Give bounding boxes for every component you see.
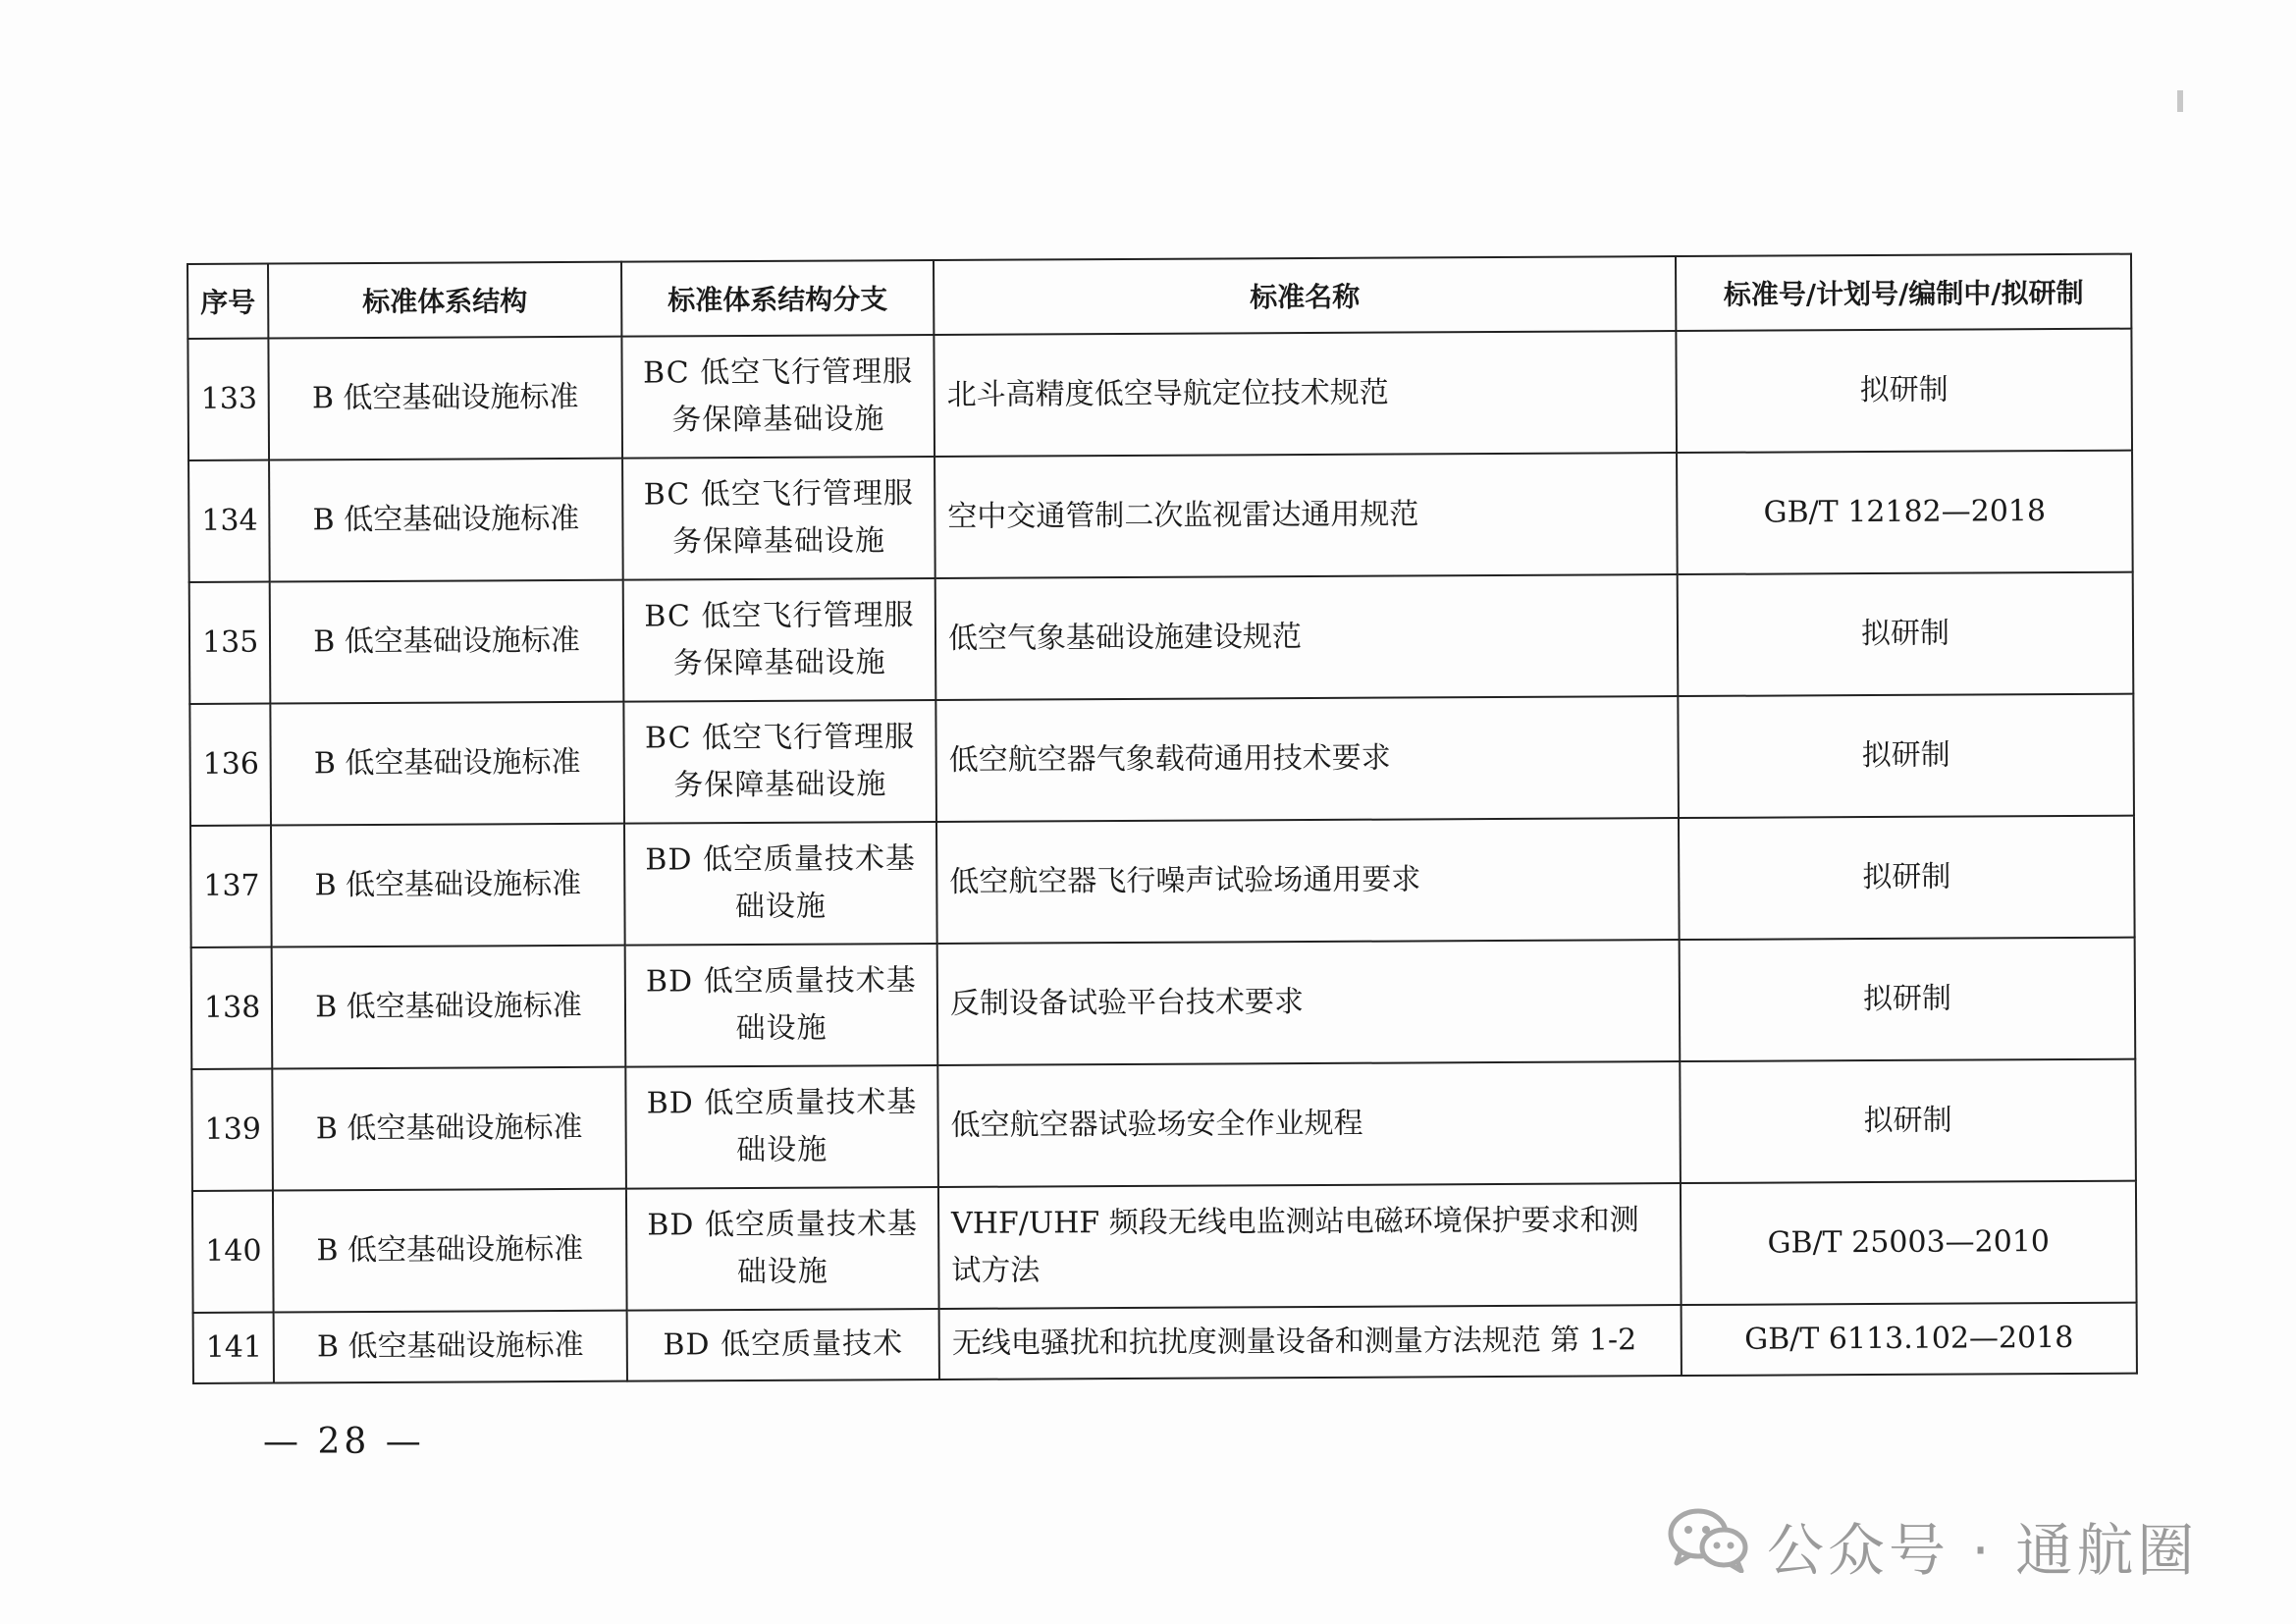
table-row [193, 1303, 2137, 1383]
table-row [191, 938, 2136, 1069]
row-code: 拟研制 [1680, 938, 2136, 1061]
row-struct: B 低空基础设施标准 [273, 1189, 627, 1313]
row-struct: B 低空基础设施标准 [270, 702, 624, 826]
row-branch: BC 低空飞行管理服务保障基础设施 [623, 700, 936, 824]
row-code: 拟研制 [1679, 816, 2135, 940]
header-num: 序号 [187, 264, 268, 339]
row-struct: B 低空基础设施标准 [269, 459, 623, 582]
scan-mark [2177, 90, 2183, 112]
header-branch: 标准体系结构分支 [621, 260, 934, 337]
header-name: 标准名称 [934, 256, 1676, 335]
row-struct: B 低空基础设施标准 [274, 1311, 627, 1383]
row-branch: BD 低空质量技术基础设施 [626, 1187, 939, 1311]
row-struct: B 低空基础设施标准 [272, 1067, 626, 1191]
row-name: VHF/UHF 频段无线电监测站电磁环境保护要求和测试方法 [938, 1183, 1682, 1309]
standards-table [187, 253, 2138, 1384]
row-name: 北斗高精度低空导航定位技术规范 [934, 331, 1677, 457]
table-row [189, 694, 2134, 826]
row-struct: B 低空基础设施标准 [271, 824, 625, 947]
table-header-row [187, 254, 2131, 339]
page-number: — 28 — [263, 1422, 425, 1462]
row-branch: BC 低空飞行管理服务保障基础设施 [622, 457, 935, 580]
table-row [189, 572, 2134, 704]
row-code: 拟研制 [1678, 694, 2134, 818]
watermark-text: 公众号 · 通航圈 [1767, 1517, 2199, 1584]
row-num: 137 [190, 826, 272, 947]
row-name: 无线电骚扰和抗扰度测量设备和测量方法规范 第 1-2 [939, 1305, 1682, 1380]
row-name: 低空航空器气象载荷通用技术要求 [935, 696, 1679, 822]
table-row [190, 816, 2135, 947]
row-name: 低空气象基础设施建设规范 [935, 574, 1679, 700]
row-branch: BD 低空质量技术基础设施 [624, 822, 937, 946]
row-code: GB/T 12182—2018 [1677, 451, 2133, 574]
row-struct: B 低空基础设施标准 [270, 580, 624, 704]
table-row [187, 329, 2132, 460]
row-num: 135 [189, 582, 271, 704]
row-name: 反制设备试验平台技术要求 [937, 940, 1681, 1065]
header-struct: 标准体系结构 [268, 262, 621, 339]
row-num: 140 [192, 1191, 274, 1313]
watermark [1667, 1506, 2198, 1585]
row-struct: B 低空基础设施标准 [272, 946, 626, 1069]
row-num: 138 [191, 947, 273, 1069]
row-struct: B 低空基础设施标准 [268, 337, 622, 460]
row-code: 拟研制 [1676, 329, 2132, 453]
standards-table-wrapper [187, 253, 2136, 1384]
row-num: 133 [187, 339, 269, 460]
row-branch: BD 低空质量技术基础设施 [625, 944, 938, 1067]
row-name: 空中交通管制二次监视雷达通用规范 [934, 453, 1678, 578]
row-branch: BC 低空飞行管理服务保障基础设施 [623, 578, 936, 702]
table-row [188, 451, 2133, 582]
header-code: 标准号/计划号/编制中/拟研制 [1676, 254, 2131, 331]
row-branch: BD 低空质量技术基础设施 [625, 1065, 938, 1189]
row-num: 136 [189, 704, 271, 826]
row-code: GB/T 25003—2010 [1681, 1181, 2137, 1305]
table-row [192, 1181, 2137, 1313]
table-row [191, 1059, 2136, 1191]
row-branch: BD 低空质量技术 [627, 1309, 939, 1381]
row-num: 141 [193, 1313, 274, 1383]
wechat-icon [1667, 1504, 1749, 1587]
row-name: 低空航空器飞行噪声试验场通用要求 [936, 818, 1680, 944]
row-code: 拟研制 [1678, 572, 2134, 696]
row-code: 拟研制 [1680, 1059, 2136, 1183]
row-branch: BC 低空飞行管理服务保障基础设施 [621, 335, 934, 459]
row-num: 139 [191, 1069, 273, 1191]
row-name: 低空航空器试验场安全作业规程 [937, 1061, 1681, 1187]
row-num: 134 [188, 460, 270, 582]
row-code: GB/T 6113.102—2018 [1682, 1303, 2137, 1376]
